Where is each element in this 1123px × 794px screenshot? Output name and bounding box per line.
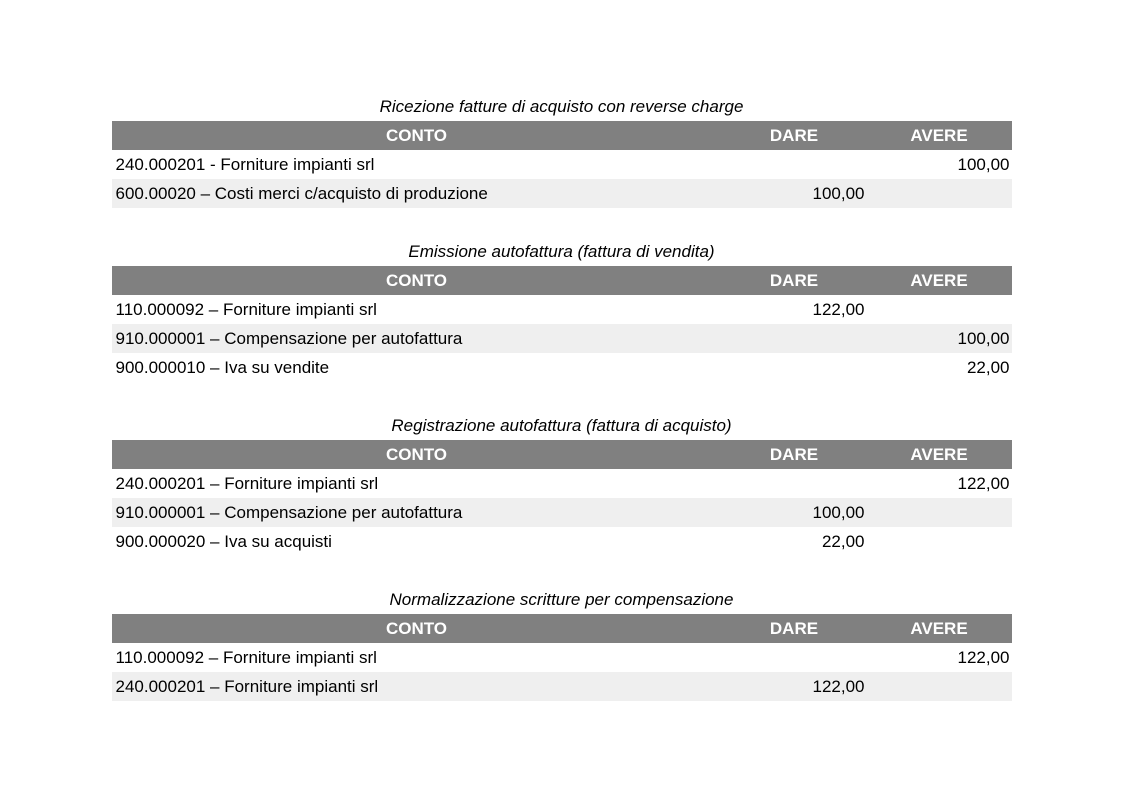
table-row [112, 643, 1012, 672]
table-header-row [112, 440, 1012, 469]
table-header-row [112, 121, 1012, 150]
column-header-conto: CONTO [112, 440, 722, 469]
table-title: Registrazione autofattura (fattura di acquisto) [391, 416, 732, 435]
document-content [112, 0, 1012, 701]
cell-conto: 900.000010 – Iva su vendite [115, 357, 330, 377]
column-header-avere: AVERE [867, 121, 1012, 150]
column-header-dare: DARE [722, 266, 867, 295]
cell-conto: 900.000020 – Iva su acquisti [115, 531, 332, 551]
cell-avere [867, 179, 1012, 208]
cell-dare: 122,00 [812, 299, 865, 319]
cell-dare [722, 324, 867, 353]
table-row [112, 672, 1012, 701]
table-row [112, 324, 1012, 353]
journal-table [112, 440, 1012, 556]
table-row [112, 498, 1012, 527]
cell-avere: 122,00 [957, 647, 1010, 667]
cell-dare [722, 150, 867, 179]
cell-avere: 100,00 [957, 154, 1010, 174]
table-row [112, 527, 1012, 556]
journal-entry-block [112, 589, 1012, 701]
column-header-avere: AVERE [867, 614, 1012, 643]
cell-avere [867, 295, 1012, 324]
journal-table [112, 266, 1012, 382]
cell-dare [722, 643, 867, 672]
table-title: Normalizzazione scritture per compensazione [389, 590, 734, 609]
cell-avere: 100,00 [957, 328, 1010, 348]
cell-conto: 910.000001 – Compensazione per autofattura [115, 502, 463, 522]
journal-table [112, 614, 1012, 701]
cell-dare: 100,00 [812, 183, 865, 203]
journal-table [112, 121, 1012, 208]
column-header-dare: DARE [722, 121, 867, 150]
cell-conto: 240.000201 – Forniture impianti srl [115, 473, 379, 493]
column-header-conto: CONTO [112, 121, 722, 150]
table-row [112, 469, 1012, 498]
column-header-dare: DARE [722, 440, 867, 469]
table-body [112, 295, 1012, 382]
cell-dare: 100,00 [812, 502, 865, 522]
cell-dare: 122,00 [812, 676, 865, 696]
cell-avere [867, 672, 1012, 701]
table-row [112, 179, 1012, 208]
cell-dare [722, 353, 867, 382]
table-row [112, 295, 1012, 324]
cell-conto: 240.000201 - Forniture impianti srl [115, 154, 375, 174]
cell-conto: 600.00020 – Costi merci c/acquisto di produzione [115, 183, 488, 203]
cell-conto: 910.000001 – Compensazione per autofattura [115, 328, 463, 348]
table-row [112, 150, 1012, 179]
table-title: Emissione autofattura (fattura di vendita) [408, 242, 715, 261]
cell-conto: 110.000092 – Forniture impianti srl [115, 647, 377, 667]
journal-entry-block [112, 96, 1012, 208]
table-header-row [112, 614, 1012, 643]
table-body [112, 643, 1012, 701]
column-header-avere: AVERE [867, 440, 1012, 469]
table-row [112, 353, 1012, 382]
table-body [112, 150, 1012, 208]
table-body [112, 469, 1012, 556]
cell-dare [722, 469, 867, 498]
journal-entry-block [112, 241, 1012, 382]
journal-entry-block [112, 415, 1012, 556]
column-header-dare: DARE [722, 614, 867, 643]
table-title: Ricezione fatture di acquisto con reverse charge [379, 97, 744, 116]
cell-conto: 110.000092 – Forniture impianti srl [115, 299, 377, 319]
column-header-conto: CONTO [112, 614, 722, 643]
cell-avere: 122,00 [957, 473, 1010, 493]
table-header-row [112, 266, 1012, 295]
cell-avere [867, 498, 1012, 527]
cell-dare: 22,00 [821, 531, 865, 551]
column-header-conto: CONTO [112, 266, 722, 295]
column-header-avere: AVERE [867, 266, 1012, 295]
cell-avere [867, 527, 1012, 556]
cell-avere: 22,00 [966, 357, 1010, 377]
cell-conto: 240.000201 – Forniture impianti srl [115, 676, 379, 696]
